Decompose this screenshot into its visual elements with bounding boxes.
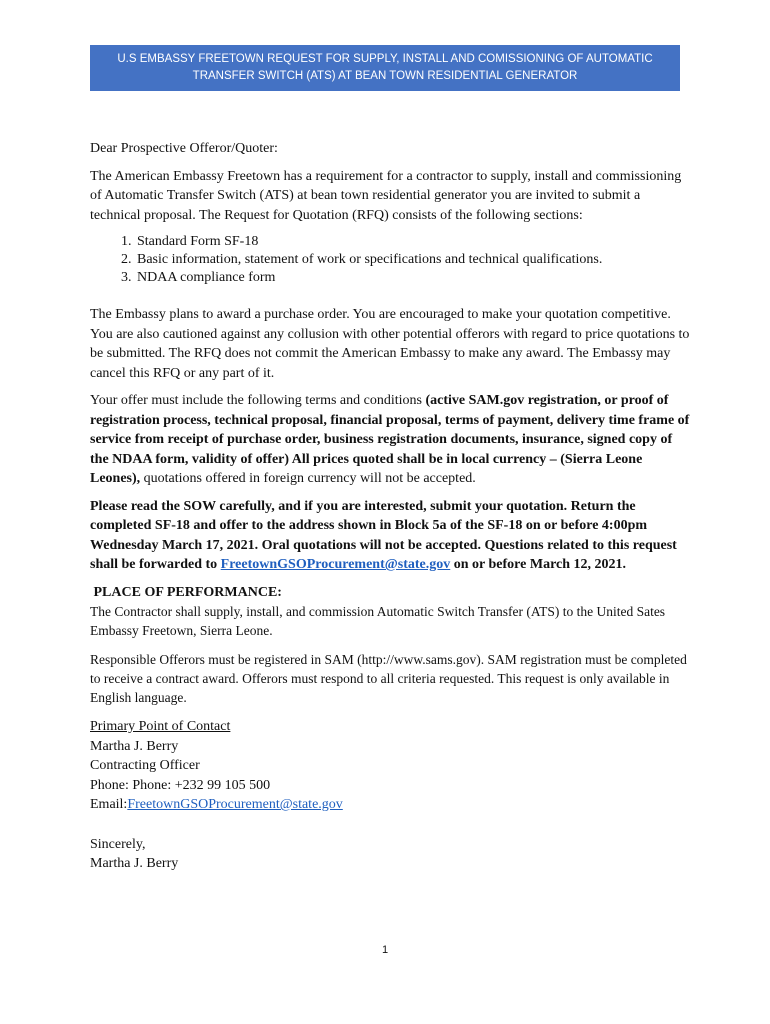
signature-name: Martha J. Berry bbox=[90, 856, 179, 871]
contact-title: Contracting Officer bbox=[90, 758, 200, 773]
contact-email-label: Email: bbox=[90, 797, 128, 812]
instructions-paragraph bbox=[90, 497, 690, 575]
letter-body bbox=[90, 139, 690, 874]
salutation: Dear Prospective Offeror/Quoter: bbox=[90, 141, 278, 156]
sections-list bbox=[90, 233, 690, 287]
header-banner bbox=[90, 45, 680, 91]
contact-email-link[interactable]: FreetownGSOProcurement@state.gov bbox=[127, 797, 343, 812]
list-item: 1. Standard Form SF-18 bbox=[135, 233, 690, 251]
header-line-1: U.S EMBASSY FREETOWN REQUEST FOR SUPPLY, INSTALL AND COMISSIONING OF AUTOMATIC bbox=[117, 53, 653, 65]
list-item: 3. NDAA compliance form bbox=[135, 269, 690, 287]
intro-paragraph: The American Embassy Freetown has a requirement for a contractor to supply, install and commissioning of Automatic Transfer Switch (ATS) at bean town residential generator you are invited to submit a technical proposal. The Request for Quotation (RFQ) consists of the following sections: bbox=[90, 168, 682, 223]
instructions-text: Please read the SOW carefully, and if you are interested, submit your quotation. Return the completed SF-18 and offer to the address shown in Block 5a of the SF-18 on or before 4:00pm Wednesday March 17, 2021. Oral quotations will not be accepted. Questions related to this request shall be forwarded to bbox=[90, 498, 677, 572]
terms-lead: Your offer must include the following terms and conditions bbox=[90, 393, 426, 408]
place-of-performance-heading: PLACE OF PERFORMANCE: bbox=[90, 584, 282, 600]
terms-paragraph bbox=[90, 391, 690, 489]
procurement-email-link[interactable]: FreetownGSOProcurement@state.gov bbox=[220, 557, 451, 572]
list-item: 2. Basic information, statement of work or specifications and technical qualifications. bbox=[135, 251, 690, 269]
closing: Sincerely, bbox=[90, 836, 146, 852]
contact-heading: Primary Point of Contact bbox=[90, 719, 231, 734]
page-number: 1 bbox=[381, 944, 389, 956]
contact-name: Martha J. Berry bbox=[90, 738, 179, 754]
award-paragraph: The Embassy plans to award a purchase order. You are encouraged to make your quotation competitive. You are also cautioned against any collusion with other potential offerors with regard to price quotations to be submitted. The RFQ does not commit the American Embassy to make any award. The Embassy may cancel this RFQ or any part of it. bbox=[90, 307, 690, 381]
contact-phone: Phone: Phone: +232 99 105 500 bbox=[90, 777, 271, 793]
terms-bold: (active SAM.gov registration, or proof of registration process, technical proposal, financial proposal, terms of payment, delivery time frame of service from receipt of purchase order, business registration documents, insurance, signed copy of the NDAA form, validity of offer) All prices quoted shall be in local currency – (Sierra Leone Leones), bbox=[90, 393, 690, 486]
terms-tail: quotations offered in foreign currency will not be accepted. bbox=[140, 471, 476, 486]
sam-paragraph: Responsible Offerors must be registered in SAM (http://www.sams.gov). SAM registration must be completed to receive a contract award. Offerors must respond to all criteria requested. This request is only available in English language. bbox=[90, 652, 687, 705]
contact-email bbox=[90, 795, 690, 815]
instructions-tail: on or before March 12, 2021. bbox=[450, 557, 627, 572]
place-of-performance-text: The Contractor shall supply, install, and commission Automatic Switch Transfer (ATS) to the United Sates Embassy Freetown, Sierra Leone. bbox=[90, 604, 666, 638]
header-line-2: TRANSFER SWITCH (ATS) AT BEAN TOWN RESIDENTIAL GENERATOR bbox=[192, 70, 578, 82]
